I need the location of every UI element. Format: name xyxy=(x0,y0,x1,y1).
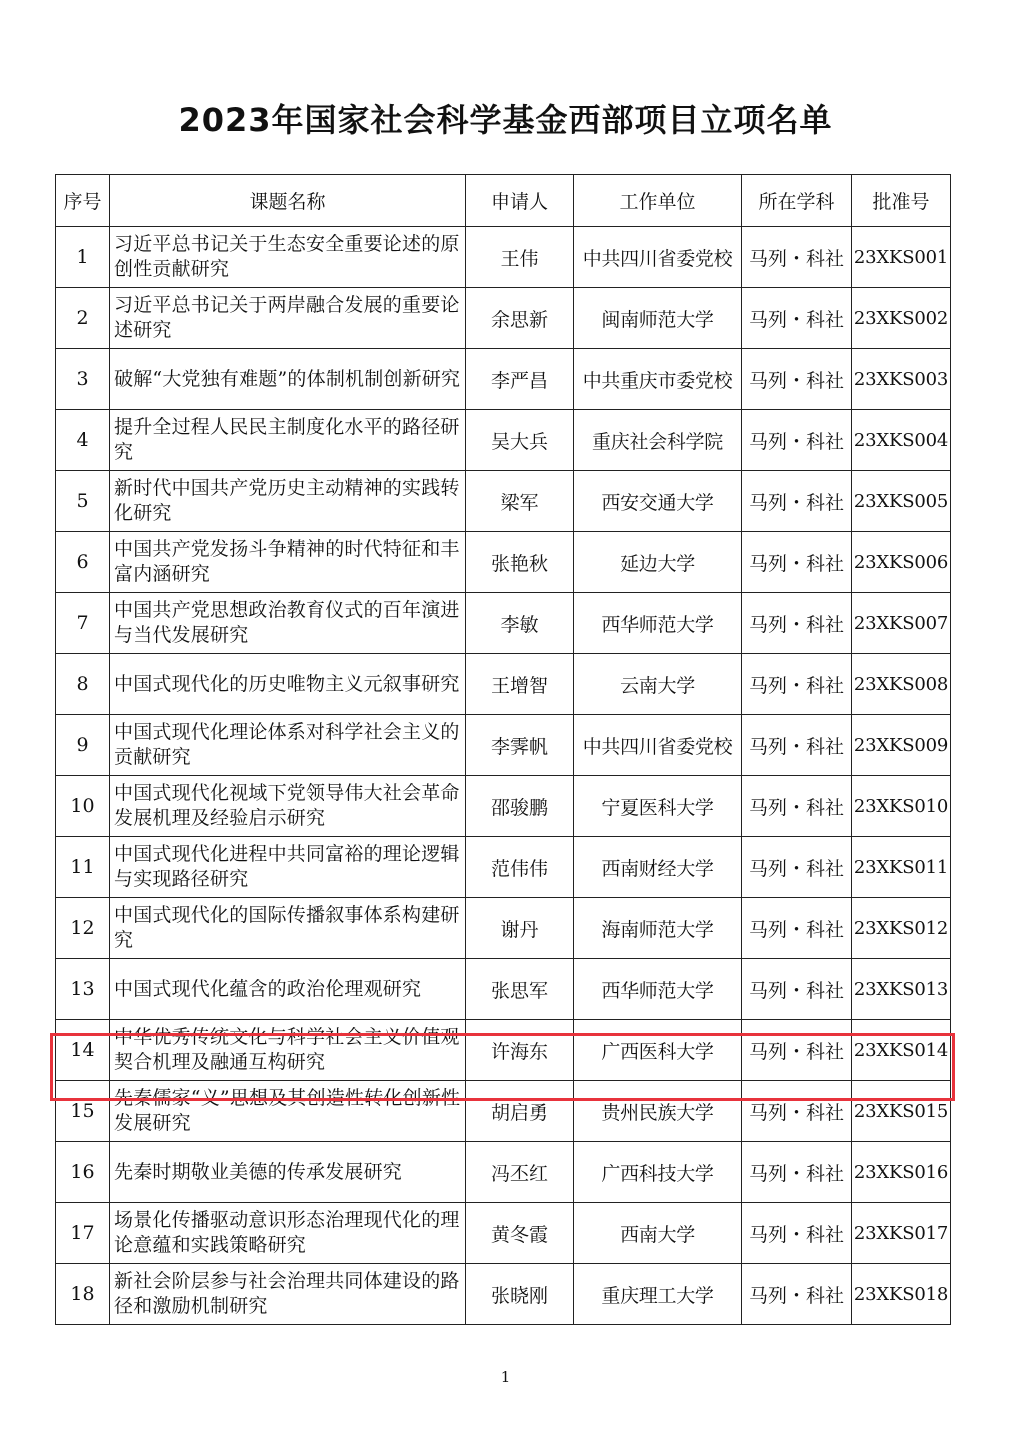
cell-unit: 中共四川省委党校 xyxy=(574,227,742,288)
page-number: 1 xyxy=(500,1368,511,1386)
cell-applicant: 张思军 xyxy=(466,959,574,1020)
cell-topic: 中国式现代化的历史唯物主义元叙事研究 xyxy=(110,654,466,715)
cell-topic: 中华优秀传统文化与科学社会主义价值观契合机理及融通互构研究 xyxy=(110,1020,466,1081)
cell-unit: 中共四川省委党校 xyxy=(574,715,742,776)
table-row xyxy=(56,288,951,349)
cell-unit: 贵州民族大学 xyxy=(574,1081,742,1142)
cell-no: 9 xyxy=(56,715,110,776)
cell-subject: 马列・科社 xyxy=(742,959,852,1020)
cell-code: 23XKS011 xyxy=(852,837,951,898)
cell-code: 23XKS006 xyxy=(852,532,951,593)
cell-topic: 习近平总书记关于生态安全重要论述的原创性贡献研究 xyxy=(110,227,466,288)
table-row xyxy=(56,532,951,593)
cell-unit: 重庆理工大学 xyxy=(574,1264,742,1325)
cell-applicant: 张晓刚 xyxy=(466,1264,574,1325)
cell-topic: 中国式现代化进程中共同富裕的理论逻辑与实现路径研究 xyxy=(110,837,466,898)
cell-subject: 马列・科社 xyxy=(742,227,852,288)
cell-applicant: 邵骏鹏 xyxy=(466,776,574,837)
cell-unit: 宁夏医科大学 xyxy=(574,776,742,837)
cell-topic: 先秦儒家“义”思想及其创造性转化创新性发展研究 xyxy=(110,1081,466,1142)
header-subject: 所在学科 xyxy=(742,175,852,227)
cell-no: 7 xyxy=(56,593,110,654)
cell-code: 23XKS012 xyxy=(852,898,951,959)
table-header-row xyxy=(56,175,951,227)
cell-applicant: 梁军 xyxy=(466,471,574,532)
cell-no: 5 xyxy=(56,471,110,532)
page-title: 2023年国家社会科学基金西部项目立项名单 xyxy=(178,101,833,139)
cell-subject: 马列・科社 xyxy=(742,776,852,837)
cell-subject: 马列・科社 xyxy=(742,654,852,715)
cell-code: 23XKS010 xyxy=(852,776,951,837)
cell-topic: 提升全过程人民民主制度化水平的路径研究 xyxy=(110,410,466,471)
cell-applicant: 谢丹 xyxy=(466,898,574,959)
table-row xyxy=(56,593,951,654)
cell-topic: 中国式现代化的国际传播叙事体系构建研究 xyxy=(110,898,466,959)
cell-unit: 西安交通大学 xyxy=(574,471,742,532)
cell-no: 15 xyxy=(56,1081,110,1142)
cell-applicant: 王增智 xyxy=(466,654,574,715)
cell-code: 23XKS015 xyxy=(852,1081,951,1142)
cell-no: 1 xyxy=(56,227,110,288)
cell-no: 10 xyxy=(56,776,110,837)
table-row xyxy=(56,1081,951,1142)
table-row xyxy=(56,715,951,776)
cell-subject: 马列・科社 xyxy=(742,1264,852,1325)
cell-unit: 西华师范大学 xyxy=(574,593,742,654)
cell-unit: 广西医科大学 xyxy=(574,1020,742,1081)
cell-no: 16 xyxy=(56,1142,110,1203)
cell-topic: 新时代中国共产党历史主动精神的实践转化研究 xyxy=(110,471,466,532)
table-row xyxy=(56,1020,951,1081)
cell-code: 23XKS009 xyxy=(852,715,951,776)
cell-applicant: 李敏 xyxy=(466,593,574,654)
cell-unit: 西华师范大学 xyxy=(574,959,742,1020)
table-row xyxy=(56,654,951,715)
cell-no: 17 xyxy=(56,1203,110,1264)
table-row xyxy=(56,1142,951,1203)
cell-no: 8 xyxy=(56,654,110,715)
cell-unit: 广西科技大学 xyxy=(574,1142,742,1203)
cell-subject: 马列・科社 xyxy=(742,593,852,654)
cell-subject: 马列・科社 xyxy=(742,410,852,471)
cell-code: 23XKS002 xyxy=(852,288,951,349)
cell-code: 23XKS007 xyxy=(852,593,951,654)
cell-topic: 场景化传播驱动意识形态治理现代化的理论意蕴和实践策略研究 xyxy=(110,1203,466,1264)
cell-applicant: 王伟 xyxy=(466,227,574,288)
cell-subject: 马列・科社 xyxy=(742,288,852,349)
header-no: 序号 xyxy=(56,175,110,227)
cell-no: 14 xyxy=(56,1020,110,1081)
header-topic: 课题名称 xyxy=(110,175,466,227)
cell-applicant: 李霁帆 xyxy=(466,715,574,776)
cell-code: 23XKS001 xyxy=(852,227,951,288)
table-row xyxy=(56,1203,951,1264)
cell-subject: 马列・科社 xyxy=(742,898,852,959)
table-row xyxy=(56,776,951,837)
cell-subject: 马列・科社 xyxy=(742,1081,852,1142)
cell-code: 23XKS004 xyxy=(852,410,951,471)
table-row xyxy=(56,349,951,410)
table-row xyxy=(56,471,951,532)
cell-subject: 马列・科社 xyxy=(742,471,852,532)
cell-code: 23XKS014 xyxy=(852,1020,951,1081)
table-row xyxy=(56,837,951,898)
cell-applicant: 范伟伟 xyxy=(466,837,574,898)
cell-no: 3 xyxy=(56,349,110,410)
cell-unit: 云南大学 xyxy=(574,654,742,715)
header-code: 批准号 xyxy=(852,175,951,227)
cell-no: 13 xyxy=(56,959,110,1020)
cell-code: 23XKS017 xyxy=(852,1203,951,1264)
cell-code: 23XKS008 xyxy=(852,654,951,715)
cell-applicant: 冯丕红 xyxy=(466,1142,574,1203)
cell-unit: 海南师范大学 xyxy=(574,898,742,959)
header-unit: 工作单位 xyxy=(574,175,742,227)
cell-no: 18 xyxy=(56,1264,110,1325)
cell-unit: 西南财经大学 xyxy=(574,837,742,898)
table-row xyxy=(56,1264,951,1325)
cell-topic: 中国式现代化理论体系对科学社会主义的贡献研究 xyxy=(110,715,466,776)
cell-no: 4 xyxy=(56,410,110,471)
cell-applicant: 许海东 xyxy=(466,1020,574,1081)
cell-subject: 马列・科社 xyxy=(742,715,852,776)
cell-unit: 延边大学 xyxy=(574,532,742,593)
cell-subject: 马列・科社 xyxy=(742,532,852,593)
cell-subject: 马列・科社 xyxy=(742,837,852,898)
cell-topic: 习近平总书记关于两岸融合发展的重要论述研究 xyxy=(110,288,466,349)
cell-subject: 马列・科社 xyxy=(742,1142,852,1203)
cell-code: 23XKS018 xyxy=(852,1264,951,1325)
table-row xyxy=(56,959,951,1020)
cell-subject: 马列・科社 xyxy=(742,1203,852,1264)
table-row xyxy=(56,410,951,471)
project-table xyxy=(55,174,951,1325)
header-applicant: 申请人 xyxy=(466,175,574,227)
table-body xyxy=(56,227,951,1325)
cell-topic: 中国式现代化视域下党领导伟大社会革命发展机理及经验启示研究 xyxy=(110,776,466,837)
cell-topic: 中国式现代化蕴含的政治伦理观研究 xyxy=(110,959,466,1020)
cell-applicant: 吴大兵 xyxy=(466,410,574,471)
cell-no: 11 xyxy=(56,837,110,898)
table-row xyxy=(56,898,951,959)
cell-subject: 马列・科社 xyxy=(742,349,852,410)
cell-no: 6 xyxy=(56,532,110,593)
cell-applicant: 张艳秋 xyxy=(466,532,574,593)
cell-topic: 中国共产党发扬斗争精神的时代特征和丰富内涵研究 xyxy=(110,532,466,593)
cell-topic: 先秦时期敬业美德的传承发展研究 xyxy=(110,1142,466,1203)
cell-applicant: 余思新 xyxy=(466,288,574,349)
cell-topic: 破解“大党独有难题”的体制机制创新研究 xyxy=(110,349,466,410)
table-row xyxy=(56,227,951,288)
cell-topic: 中国共产党思想政治教育仪式的百年演进与当代发展研究 xyxy=(110,593,466,654)
cell-topic: 新社会阶层参与社会治理共同体建设的路径和激励机制研究 xyxy=(110,1264,466,1325)
cell-unit: 重庆社会科学院 xyxy=(574,410,742,471)
cell-no: 12 xyxy=(56,898,110,959)
cell-code: 23XKS013 xyxy=(852,959,951,1020)
cell-subject: 马列・科社 xyxy=(742,1020,852,1081)
cell-applicant: 李严昌 xyxy=(466,349,574,410)
cell-applicant: 胡启勇 xyxy=(466,1081,574,1142)
cell-unit: 闽南师范大学 xyxy=(574,288,742,349)
cell-no: 2 xyxy=(56,288,110,349)
cell-unit: 中共重庆市委党校 xyxy=(574,349,742,410)
cell-code: 23XKS016 xyxy=(852,1142,951,1203)
cell-code: 23XKS005 xyxy=(852,471,951,532)
cell-applicant: 黄冬霞 xyxy=(466,1203,574,1264)
cell-code: 23XKS003 xyxy=(852,349,951,410)
cell-unit: 西南大学 xyxy=(574,1203,742,1264)
